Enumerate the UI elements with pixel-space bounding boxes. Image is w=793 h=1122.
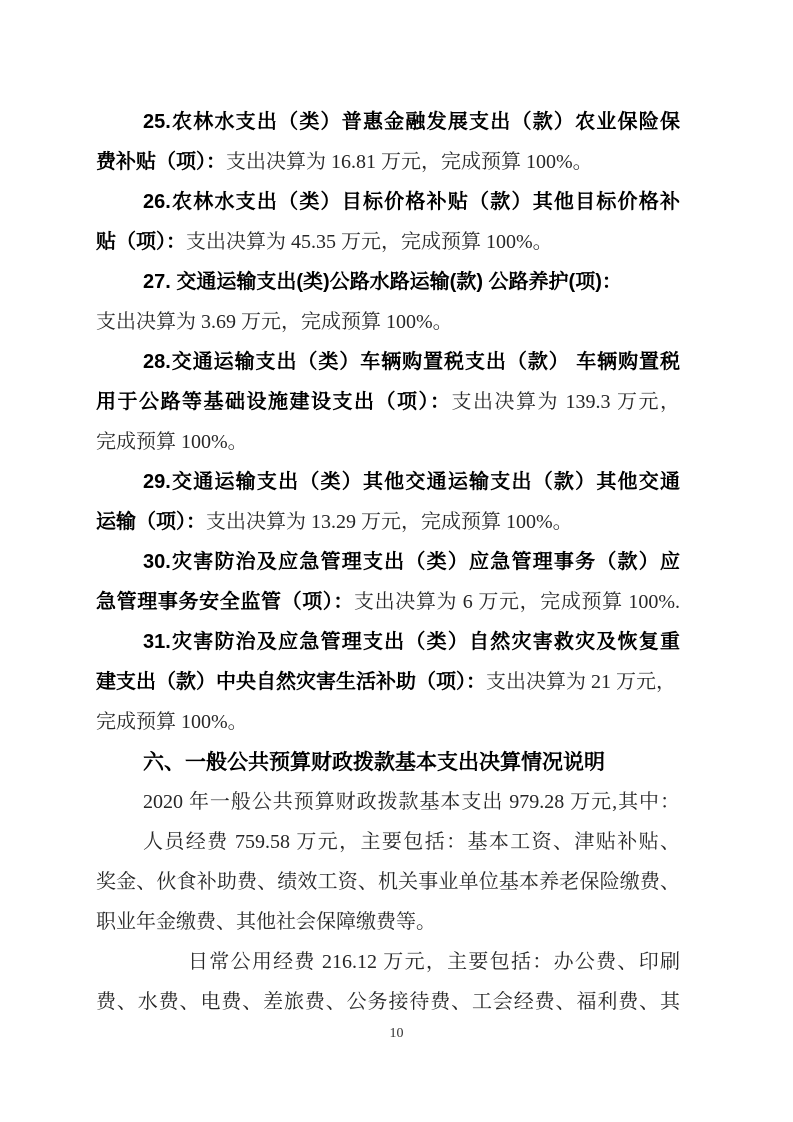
text-line [96, 382, 680, 422]
text-line [96, 422, 680, 462]
body-text: 2020 年一般公共预算财政拨款基本支出 979.28 万元,其中： [143, 791, 680, 813]
text-line [96, 262, 680, 302]
paragraph-item-29 [96, 462, 680, 542]
bold-heading-text: 建支出（款）中央自然灾害生活补助（项）： [96, 671, 486, 693]
bold-heading-text: 贴（项）： [96, 231, 186, 253]
body-text: 日常公用经费 216.12 万元，主要包括：办公费、印刷 [188, 951, 680, 973]
text-line [96, 302, 680, 342]
text-line [96, 862, 680, 902]
text-line [96, 182, 680, 222]
paragraph-item-25 [96, 102, 680, 182]
bold-heading-text: 28.交通运输支出（类）车辆购置税支出（款） 车辆购置税 [143, 351, 680, 373]
body-text: 支出决算为 6 万元，完成预算 100%. [354, 591, 680, 613]
text-line [96, 462, 680, 502]
bold-heading-text: 费补贴（项）： [96, 151, 226, 173]
body-text: 职业年金缴费、其他社会保障缴费等。 [96, 911, 436, 933]
body-text: 人员经费 759.58 万元，主要包括：基本工资、津贴补贴、 [143, 831, 680, 853]
document-body [96, 102, 680, 1022]
bold-heading-text: 26.农林水支出（类）目标价格补贴（款）其他目标价格补 [143, 191, 680, 213]
section-heading-line [96, 742, 680, 782]
paragraph-personnel-expenses [96, 822, 680, 942]
page-number: 10 [389, 1026, 404, 1041]
text-line [96, 622, 680, 662]
section-heading-text: 六、一般公共预算财政拨款基本支出决算情况说明 [143, 751, 605, 774]
section-6-heading [96, 742, 680, 782]
paragraph-item-28 [96, 342, 680, 462]
bold-heading-text: 30.灾害防治及应急管理支出（类）应急管理事务（款）应 [143, 551, 680, 573]
bold-heading-text: 27. 交通运输支出(类)公路水路运输(款) 公路养护(项)： [143, 271, 622, 293]
paragraph-item-31 [96, 622, 680, 742]
text-line [96, 582, 680, 622]
body-text: 支出决算为 139.3 万元， [451, 391, 680, 413]
paragraph-daily-public-expenses [96, 942, 680, 1022]
body-text: 支出决算为 16.81 万元，完成预算 100%。 [226, 151, 593, 173]
body-text: 支出决算为 21 万元， [486, 671, 676, 693]
body-text: 费、水费、电费、差旅费、公务接待费、工会经费、福利费、其 [96, 991, 680, 1013]
text-line [96, 222, 680, 262]
body-text: 支出决算为 45.35 万元，完成预算 100%。 [186, 231, 553, 253]
body-text: 完成预算 100%。 [96, 711, 248, 733]
bold-heading-text: 25.农林水支出（类）普惠金融发展支出（款）农业保险保 [143, 111, 680, 133]
paragraph-item-26 [96, 182, 680, 262]
paragraph-basic-expenditure-total [96, 782, 680, 822]
bold-heading-text: 运输（项）： [96, 511, 206, 533]
bold-heading-text: 29.交通运输支出（类）其他交通运输支出（款）其他交通 [143, 471, 680, 493]
text-line [96, 342, 680, 382]
body-text: 奖金、伙食补助费、绩效工资、机关事业单位基本养老保险缴费、 [96, 871, 680, 893]
text-line [96, 102, 680, 142]
text-line [96, 782, 680, 822]
paragraph-item-30 [96, 542, 680, 622]
body-text: 支出决算为 13.29 万元，完成预算 100%。 [206, 511, 573, 533]
text-line [96, 822, 680, 862]
text-line [96, 142, 680, 182]
text-line [96, 702, 680, 742]
text-line [96, 942, 680, 982]
body-text: 支出决算为 3.69 万元，完成预算 100%。 [96, 311, 453, 333]
text-line [96, 982, 680, 1022]
bold-heading-text: 用于公路等基础设施建设支出（项）： [96, 391, 452, 413]
bold-heading-text: 急管理事务安全监管（项）： [96, 591, 355, 613]
text-line [96, 662, 680, 702]
text-line [96, 902, 680, 942]
bold-heading-text: 31.灾害防治及应急管理支出（类）自然灾害救灾及恢复重 [143, 631, 680, 653]
paragraph-item-27 [96, 262, 680, 342]
text-line [96, 502, 680, 542]
text-line [96, 542, 680, 582]
body-text: 完成预算 100%。 [96, 431, 248, 453]
